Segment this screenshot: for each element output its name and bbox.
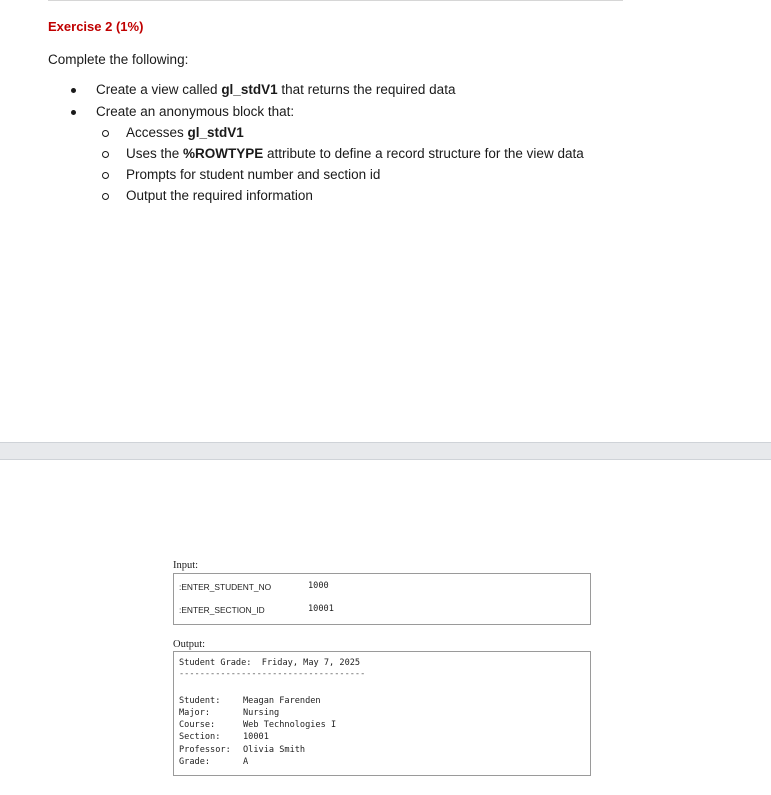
intro-text: Complete the following: — [48, 52, 189, 67]
output-value-major: Nursing — [243, 708, 280, 718]
output-box — [173, 651, 591, 776]
output-title-line: Student Grade: Friday, May 7, 2025 — [179, 658, 361, 668]
output-value-section: 10001 — [243, 732, 269, 742]
output-dash-line: ------------------------------------ — [179, 669, 366, 679]
subtask-accesses: Accesses gl_stdV1 — [126, 125, 244, 140]
output-key-professor: Professor: — [179, 745, 231, 755]
output-key-course: Course: — [179, 720, 216, 730]
output-value-grade: A — [243, 757, 249, 767]
output-value-course: Web Technologies I — [243, 720, 337, 730]
exercise-heading: Exercise 2 (1%) — [48, 19, 144, 34]
input-box — [173, 573, 591, 625]
page-break-band — [0, 442, 771, 460]
top-divider — [48, 0, 623, 1]
sub-bullet-ring — [102, 130, 109, 137]
task-anonymous-block: Create an anonymous block that: — [96, 104, 295, 119]
subtask-output: Output the required information — [126, 188, 313, 203]
task-create-view: Create a view called gl_stdV1 that returns the required data — [96, 82, 456, 97]
section-id-label: :ENTER_SECTION_ID — [179, 605, 265, 615]
output-key-section: Section: — [179, 732, 221, 742]
output-key-student: Student: — [179, 696, 221, 706]
output-label: Output: — [173, 639, 206, 650]
student-no-label: :ENTER_STUDENT_NO — [179, 582, 272, 592]
sub-bullet-ring — [102, 193, 109, 200]
bullet-dot — [71, 110, 76, 115]
bullet-dot — [71, 88, 76, 93]
section-id-value: 10001 — [308, 604, 334, 614]
subtask-rowtype: Uses the %ROWTYPE attribute to define a record structure for the view data — [126, 146, 584, 161]
output-value-student: Meagan Farenden — [243, 696, 321, 706]
output-value-professor: Olivia Smith — [243, 745, 306, 755]
input-label: Input: — [173, 560, 199, 571]
output-key-major: Major: — [179, 708, 211, 718]
subtask-prompts: Prompts for student number and section id — [126, 167, 381, 182]
sub-bullet-ring — [102, 172, 109, 179]
student-no-value: 1000 — [308, 581, 329, 591]
output-key-grade: Grade: — [179, 757, 211, 767]
sub-bullet-ring — [102, 151, 109, 158]
